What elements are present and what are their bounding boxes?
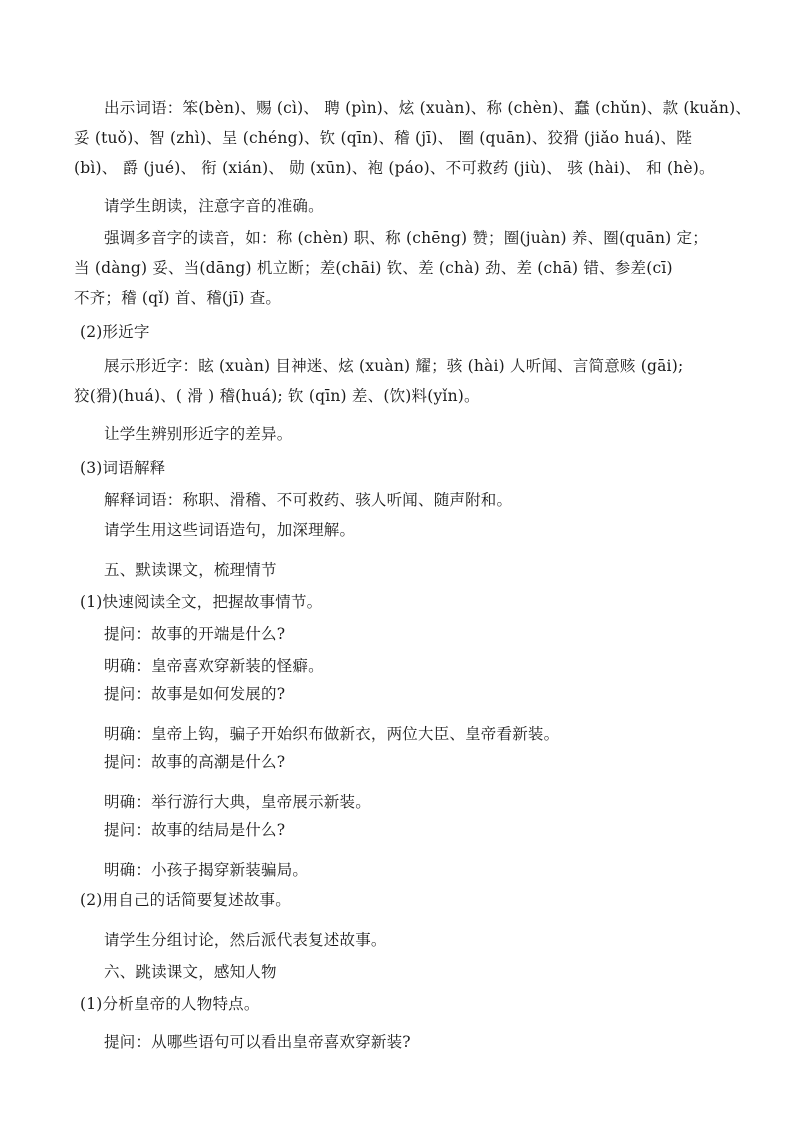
answer-ending: 明确：小孩子揭穿新装骗局。	[104, 861, 309, 879]
read-aloud-instruction: 请学生朗读，注意字音的准确。	[104, 197, 324, 215]
answer-beginning: 明确：皇帝喜欢穿新装的怪癖。	[104, 657, 324, 675]
intro-word-list-line-3: (bì)、 爵 (jué)、 衔 (xián)、 勋 (xūn)、袍 (páo)、不可救药 (jiù)、 骇 (hài)、 和 (hè)。	[74, 159, 715, 177]
polyphone-line-2: 当 (dàng) 妥、当(dāng) 机立断；差(chāi) 钦、差 (chà) 劲、差 (chā) 错、参差(cī)	[74, 259, 673, 277]
distinguish-instruction: 让学生辨别形近字的差异。	[104, 425, 293, 443]
part-five-heading: 五、默读课文，梳理情节	[104, 561, 277, 579]
part-six-heading: 六、跳读课文，感知人物	[104, 963, 277, 981]
intro-word-list-line-1: 出示词语：笨(bèn)、赐 (cì)、 聘 (pìn)、炫 (xuàn)、称 (chèn)、蠢 (chǔn)、款 (kuǎn)、	[104, 99, 752, 117]
answer-climax: 明确：举行游行大典，皇帝展示新装。	[104, 793, 371, 811]
question-climax: 提问：故事的高潮是什么?	[104, 753, 286, 771]
polyphone-line-1: 强调多音字的读音，如：称 (chèn) 职、称 (chēng) 赞；圈(juàn) 养、圈(quān) 定；	[104, 229, 708, 247]
similar-chars-line-1: 展示形近字：眩 (xuàn) 目神迷、炫 (xuàn) 耀；骇 (hài) 人听闻、言简意赅 (gāi);	[104, 357, 684, 375]
emperor-analysis-task: (1)分析皇帝的人物特点。	[80, 995, 260, 1013]
intro-word-list-line-2: 妥 (tuǒ)、智 (zhì)、呈 (chéng)、钦 (qīn)、稽 (jī)、 圈 (quān)、狡猾 (jiǎo huá)、陛	[74, 129, 692, 147]
polyphone-line-3: 不齐；稽 (qǐ) 首、稽(jī) 查。	[74, 289, 282, 307]
sentence-making-instruction: 请学生用这些词语造句，加深理解。	[104, 521, 356, 539]
answer-development: 明确：皇帝上钩，骗子开始织布做新衣，两位大臣、皇帝看新装。	[104, 725, 560, 743]
question-development: 提问：故事是如何发展的?	[104, 685, 286, 703]
section-heading-word-explanation: (3)词语解释	[80, 459, 166, 477]
section-heading-similar-chars: (2)形近字	[80, 323, 150, 341]
question-beginning: 提问：故事的开端是什么?	[104, 625, 286, 643]
question-emperor-clothes: 提问：从哪些语句可以看出皇帝喜欢穿新装?	[104, 1033, 411, 1051]
question-ending: 提问：故事的结局是什么?	[104, 821, 286, 839]
retell-task: (2)用自己的话简要复述故事。	[80, 891, 291, 909]
fast-reading-task: (1)快速阅读全文，把握故事情节。	[80, 593, 323, 611]
group-discussion-instruction: 请学生分组讨论，然后派代表复述故事。	[104, 931, 387, 949]
explain-words-line: 解释词语：称职、滑稽、不可救药、骇人听闻、随声附和。	[104, 491, 513, 509]
similar-chars-line-2: 狡(猾)(huá)、( 滑 ) 稽(huá); 钦 (qīn) 差、(饮)料(yǐn)。	[74, 387, 480, 405]
